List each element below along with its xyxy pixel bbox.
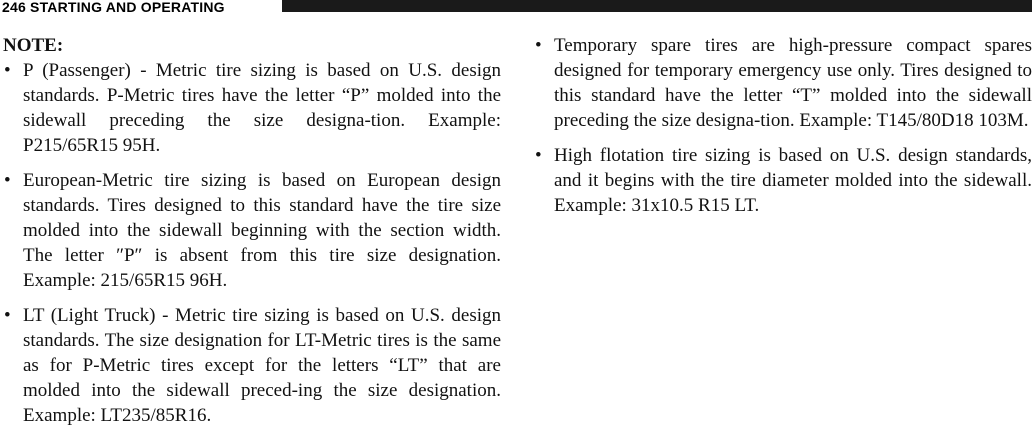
bullet-icon: • [4,60,11,81]
bullet-icon: • [535,145,542,166]
note-heading: NOTE: [3,35,64,56]
bullet-text: European-Metric tire sizing is based on European design standards. Tires designed to this standard have the tire size molded into the sidewall beginning with the section width. The letter ″P″ is absent from this tire size designation. Example: 215/65R15 96H. [23,170,501,291]
page-header-title: 246 STARTING AND OPERATING [2,0,225,15]
left-column [3,33,501,438]
right-column [534,33,1032,228]
bullet-text: Temporary spare tires are high-pressure compact spares designed for temporary emergency use only. Tires designed to this standard have the letter “T” molded into the sidewall preceding the size designa-tion. Example: T145/80D18 103M. [554,35,1032,131]
page-header [0,0,1032,15]
bullet-item-lt-metric [3,303,501,428]
bullet-text: LT (Light Truck) - Metric tire sizing is based on U.S. design standards. The size designation for LT-Metric tires is the same as for P-Metric tires except for the letters “LT” that are molded into the sidewall preced-ing the size designation. Example: LT235/85R16. [23,305,501,426]
header-rule-bar [282,0,1032,12]
bullet-icon: • [4,305,11,326]
bullet-item-high-flotation [534,143,1032,218]
bullet-item-p-metric [3,58,501,158]
bullet-icon: • [4,170,11,191]
bullet-item-european-metric [3,168,501,293]
bullet-icon: • [535,35,542,56]
bullet-text: P (Passenger) - Metric tire sizing is based on U.S. design standards. P-Metric tires have the letter “P” molded into the sidewall preceding the size designa-tion. Example: P215/65R15 95H. [23,60,501,156]
bullet-text: High flotation tire sizing is based on U.S. design standards, and it begins with the tire diameter molded into the sidewall. Example: 31x10.5 R15 LT. [554,145,1032,216]
bullet-item-temporary-spare [534,33,1032,133]
